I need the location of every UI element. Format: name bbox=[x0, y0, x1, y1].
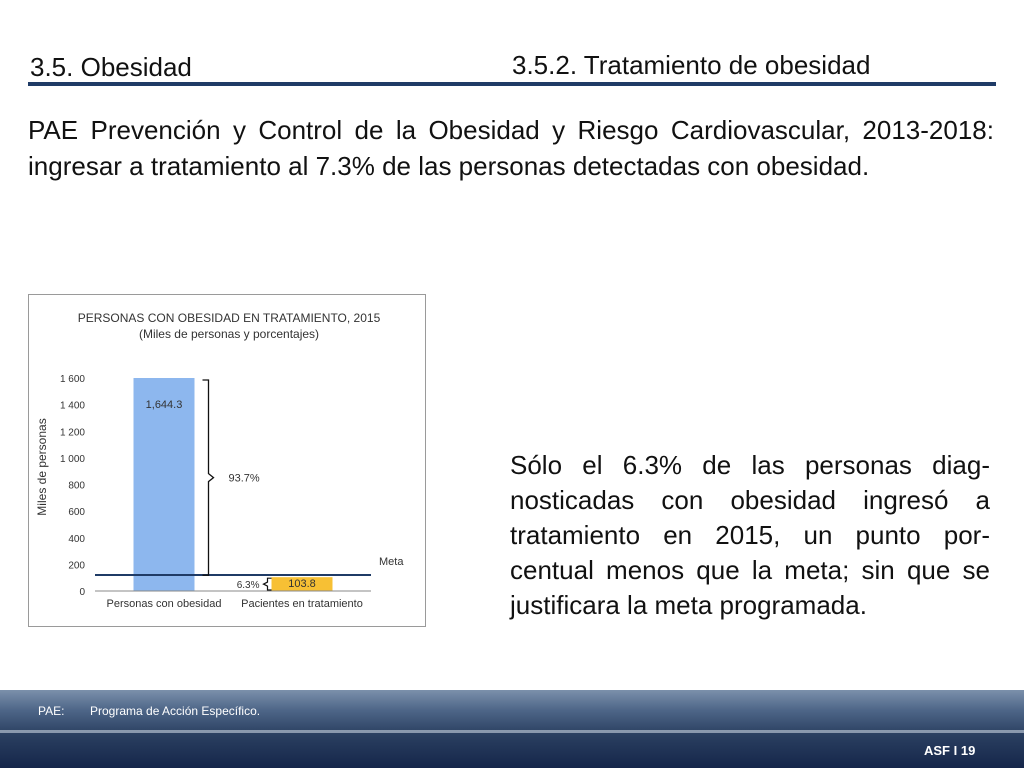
y-tick-label: 0 bbox=[79, 587, 85, 598]
y-tick-label: 1 400 bbox=[59, 400, 85, 412]
header-divider bbox=[28, 82, 996, 86]
annotation-not-treated: 93.7% bbox=[228, 472, 260, 485]
category-labels bbox=[107, 598, 363, 610]
footer-stripe bbox=[0, 730, 1024, 733]
chart-title: PERSONAS CON OBESIDAD EN TRATAMIENTO, 2015 bbox=[77, 311, 381, 325]
data-label-bar-2: 103.8 bbox=[288, 578, 316, 590]
footnote-definition: Programa de Acción Específico. bbox=[90, 704, 261, 718]
y-axis-ticks bbox=[60, 374, 85, 598]
y-tick-label: 1 600 bbox=[59, 374, 85, 385]
data-label-bar-1: 1,644.3 bbox=[145, 399, 183, 411]
meta-label: Meta bbox=[379, 556, 404, 569]
summary-paragraph: Sólo el 6.3% de las personas diag-nosticadas con obesidad ingresó a tratamiento en 2015, un punto por-centual menos que la meta; sin que se justificara la meta programada. bbox=[510, 450, 990, 620]
y-tick-label: 200 bbox=[68, 560, 85, 572]
subsection-title: 3.5.2. Tratamiento de obesidad bbox=[512, 50, 871, 80]
bracket-treated bbox=[264, 578, 272, 590]
category-label: Personas con obesidad bbox=[106, 598, 222, 610]
footnote-abbreviation: PAE: bbox=[38, 704, 65, 718]
category-label: Pacientes en tratamiento bbox=[241, 598, 363, 610]
y-tick-label: 400 bbox=[68, 533, 85, 545]
footer-band bbox=[0, 690, 1024, 768]
bar-chart bbox=[29, 295, 425, 626]
chart-container bbox=[28, 294, 426, 627]
bracket-not-treated bbox=[203, 380, 214, 575]
y-tick-label: 800 bbox=[68, 480, 85, 492]
section-title: 3.5. Obesidad bbox=[30, 52, 192, 82]
y-tick-label: 1 200 bbox=[59, 427, 85, 439]
chart-subtitle: (Miles de personas y porcentajes) bbox=[138, 327, 320, 341]
y-tick-label: 1 000 bbox=[59, 453, 85, 465]
page-number: ASF I 19 bbox=[924, 743, 976, 758]
y-tick-label: 600 bbox=[68, 507, 85, 519]
y-axis-label: Miles de personas bbox=[35, 418, 49, 516]
annotation-treated: 6.3% bbox=[236, 580, 260, 592]
intro-paragraph: PAE Prevención y Control de la Obesidad y Riesgo Cardiovascular, 2013-2018: ingresar a tratamiento al 7.3% de las personas detectadas con obesidad. bbox=[28, 115, 994, 181]
